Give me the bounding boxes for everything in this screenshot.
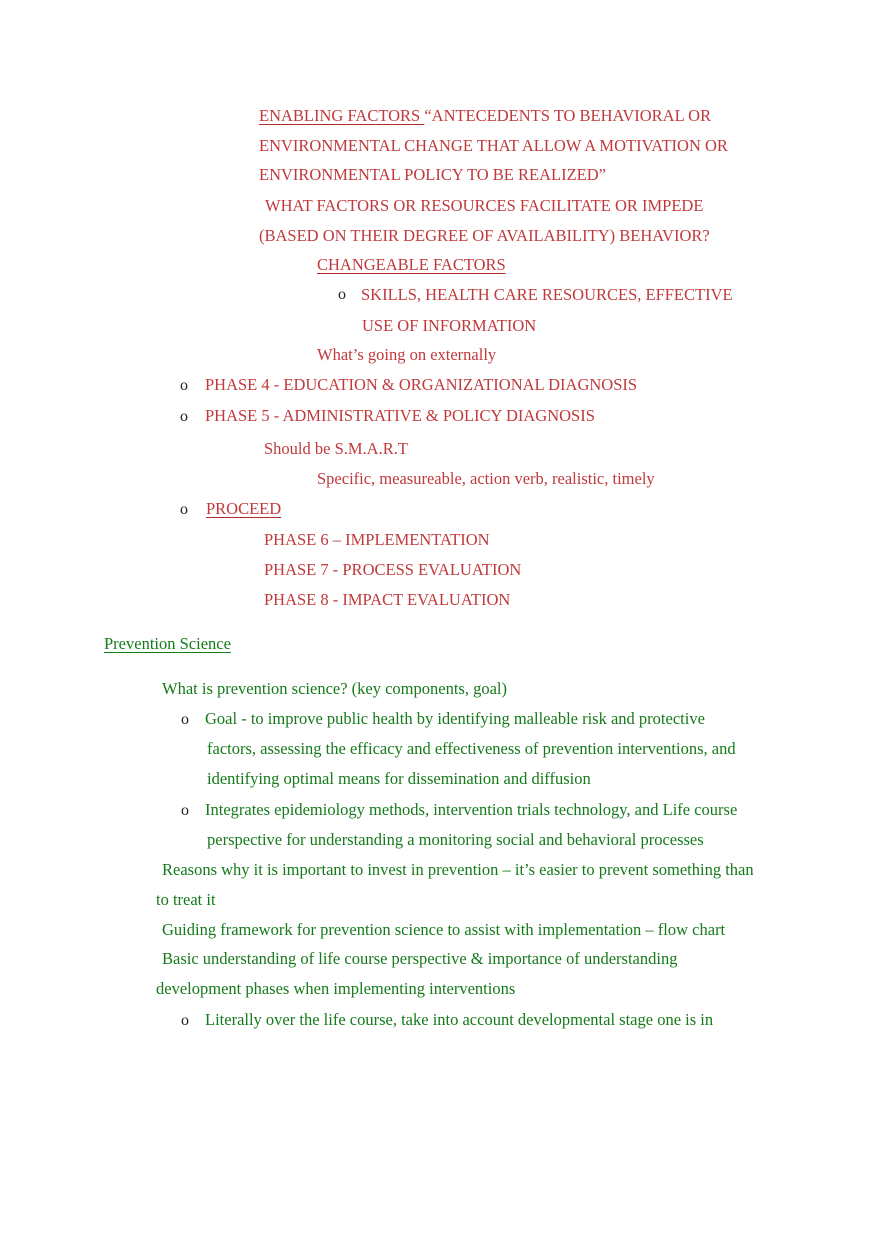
circle-bullet-icon: o xyxy=(181,1012,189,1029)
goal-line-1: Goal - to improve public health by identifying malleable risk and protective xyxy=(205,709,705,728)
reasons-line-1: Reasons why it is important to invest in prevention – it’s easier to prevent something than xyxy=(162,860,754,879)
circle-bullet-icon: o xyxy=(180,501,188,518)
skills-line-1: SKILLS, HEALTH CARE RESOURCES, EFFECTIVE xyxy=(361,285,733,304)
phase7-item: PHASE 7 - PROCESS EVALUATION xyxy=(264,560,522,579)
enabling-factors-line xyxy=(259,106,711,126)
literally-item: Literally over the life course, take into account developmental stage one is in xyxy=(205,1010,714,1029)
basic-line-2: development phases when implementing interventions xyxy=(156,979,516,998)
circle-bullet-icon: o xyxy=(181,711,189,728)
enabling-factors-label: ENABLING FACTORS xyxy=(259,106,425,125)
externally-item: What’s going on externally xyxy=(317,345,497,364)
section-heading xyxy=(104,634,231,654)
goal-line-2: factors, assessing the efficacy and effectiveness of prevention interventions, and xyxy=(207,739,736,758)
circle-bullet-icon: o xyxy=(338,286,346,303)
phase8-item: PHASE 8 - IMPACT EVALUATION xyxy=(264,590,511,609)
phase6-item: PHASE 6 – IMPLEMENTATION xyxy=(264,530,490,549)
smart-item: Should be S.M.A.R.T xyxy=(264,439,408,458)
enabling-factors-definition: “ANTECEDENTS TO BEHAVIORAL OR xyxy=(424,106,712,125)
skills-line-2: USE OF INFORMATION xyxy=(362,316,537,335)
circle-bullet-icon: o xyxy=(180,377,188,394)
what-factors-line-2: (BASED ON THEIR DEGREE OF AVAILABILITY) BEHAVIOR? xyxy=(259,226,710,245)
phase4-item: PHASE 4 - EDUCATION & ORGANIZATIONAL DIAGNOSIS xyxy=(205,375,638,394)
goal-line-3: identifying optimal means for dissemination and diffusion xyxy=(207,769,591,788)
enabling-definition-line-2: ENVIRONMENTAL CHANGE THAT ALLOW A MOTIVATION OR xyxy=(259,136,728,155)
integrates-line-1: Integrates epidemiology methods, intervention trials technology, and Life course xyxy=(205,800,738,819)
guiding-item: Guiding framework for prevention science to assist with implementation – flow chart xyxy=(162,920,726,939)
reasons-line-2: to treat it xyxy=(156,890,216,909)
changeable-factors xyxy=(317,255,506,275)
circle-bullet-icon: o xyxy=(180,408,188,425)
phase5-item: PHASE 5 - ADMINISTRATIVE & POLICY DIAGNOSIS xyxy=(205,406,595,425)
circle-bullet-icon: o xyxy=(181,802,189,819)
what-is-item: What is prevention science? (key components, goal) xyxy=(162,679,508,698)
basic-line-1: Basic understanding of life course perspective & importance of understanding xyxy=(162,949,678,968)
proceed-item xyxy=(206,499,281,519)
enabling-definition-line-3: ENVIRONMENTAL POLICY TO BE REALIZED” xyxy=(259,165,606,184)
what-factors-line-1: WHAT FACTORS OR RESOURCES FACILITATE OR IMPEDE xyxy=(265,196,704,215)
prevention-science-heading: Prevention Science xyxy=(104,634,231,653)
integrates-line-2: perspective for understanding a monitoring social and behavioral processes xyxy=(207,830,704,849)
changeable-factors-label: CHANGEABLE FACTORS xyxy=(317,255,506,274)
proceed-label: PROCEED xyxy=(206,499,282,518)
smart-detail-item: Specific, measureable, action verb, realistic, timely xyxy=(317,469,655,488)
